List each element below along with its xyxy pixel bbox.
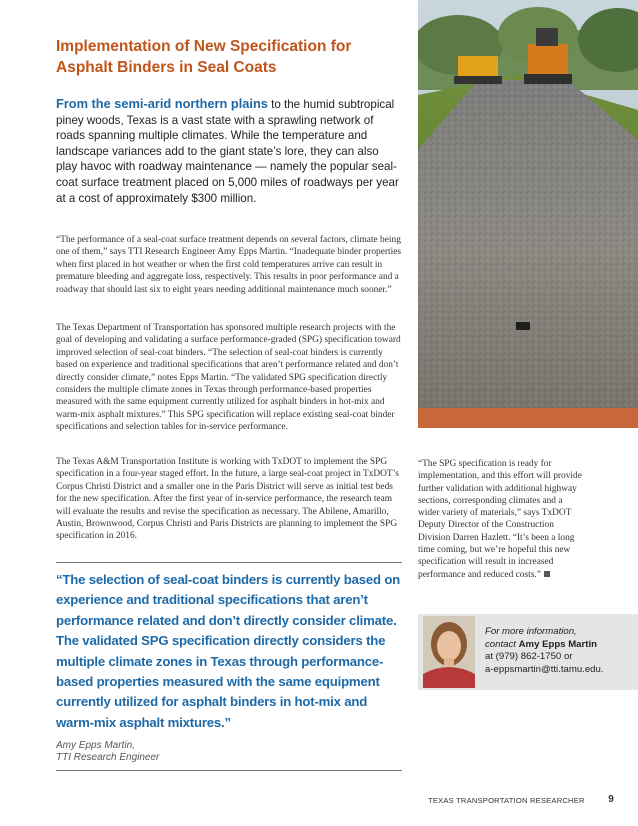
contact-prefix: contact: [485, 638, 519, 650]
contact-phone: at (979) 862-1750 or: [485, 651, 573, 663]
pull-quote-author: Amy Epps Martin,: [56, 740, 135, 751]
pull-quote-top-rule: [56, 562, 402, 563]
pull-quote-bottom-rule: [56, 770, 402, 771]
lead-paragraph: [56, 96, 402, 206]
contact-line-2: [485, 639, 635, 652]
body-paragraph-1: “The performance of a seal-coat surface treatment depends on several factors, climate being one of them,” says TTI Research Engineer Amy Epps Martin. “Inadequate binder properties when first placed in hot weather or when the first cold temperatures arrive can result in premature bleeding and aggregate loss, respectively. This results in poor performance and a roadway that should last six to eight years needing additional maintenance much sooner.”: [56, 235, 402, 295]
portrait-image: [423, 616, 475, 688]
end-mark-icon: [544, 571, 550, 577]
contact-info: [485, 626, 635, 676]
pull-quote-attribution: [56, 740, 356, 764]
lead-start: From the semi-arid northern plains: [56, 96, 268, 111]
footer-publication: TEXAS TRANSPORTATION RESEARCHER: [428, 796, 585, 805]
contact-name: Amy Epps Martin: [518, 638, 597, 650]
photo-color-band: [418, 408, 638, 428]
contact-line-1: For more information,: [485, 626, 577, 637]
pull-quote: “The selection of seal-coat binders is currently based on experience and traditional specifications that aren’t performance related and don’t directly consider climate. The validated SPG specification directly considers the multiple climate zones in Texas through performance-based properties measured with the same equipment currently utilized for asphalt binders in hot-mix and warm-mix asphalt mixtures.”: [56, 572, 401, 730]
road-photo-image: [418, 0, 638, 408]
article-title: Implementation of New Specification for Asphalt Binders in Seal Coats: [56, 38, 352, 76]
portrait-photo: [423, 616, 475, 688]
body-paragraph-3: The Texas A&M Transportation Institute is working with TxDOT to implement the SPG specification in a four-year staged effort. In the future, a large seal-coat project in TxDOT’s Corpus Christi District and a smaller one in the Paris District will serve as initial test beds for the new specification. After the first year of in-service performance, the research team will evaluate the results and revise the specification as necessary. The Abilene, Amarillo, Austin, Brownwood, Corpus Christi and Paris Districts are planning to implement the SPG specification in 2016.: [56, 457, 399, 542]
contact-email[interactable]: a-eppsmartin@tti.tamu.edu.: [485, 663, 604, 675]
pull-quote-author-title: TTI Research Engineer: [56, 752, 160, 763]
road-photo: [418, 0, 638, 408]
body-paragraph-2: The Texas Department of Transportation has sponsored multiple research projects with the goal of developing and validating a surface performance-graded (SPG) specification toward improved selection of seal-coat binders. “The selection of seal-coat binders is currently based on experience and traditional specifications that aren’t performance related and don’t directly consider climate,” notes Epps Martin. “The validated SPG specification directly considers the multiple climate zones in Texas through performance-based properties measured with the same equipment currently utilized for asphalt binders in hot-mix and warm-mix asphalt mixtures.” This SPG specification will replace existing seal-coat binder specifications and selection tables for in-service performance.: [56, 323, 401, 433]
page-number: 9: [608, 794, 614, 805]
hazlett-quote-text: “The SPG specification is ready for implementation, and this effort will provide further validation with additional highway sections, corresponding climates and a wider variety of materials,” says TxDOT Deputy Director of the Construction Division Darren Hazlett. “It’s been a long time coming, but we’re hopeful this new specification will result in increased performance and reduced costs.”: [418, 459, 582, 580]
hazlett-quote: [418, 458, 586, 581]
page-footer: [428, 796, 614, 805]
lead-rest: to the humid subtropical piney woods, Texas is a vast state with a sprawling network of roads spanning multiple climates. While the temperature and landscape variances add to the giant state’s lore, they can also play havoc with roadway maintenance — namely the popular seal-coat surface treatment placed on 5,000 miles of roadways per year at a cost of approximately $300 million.: [56, 98, 399, 205]
